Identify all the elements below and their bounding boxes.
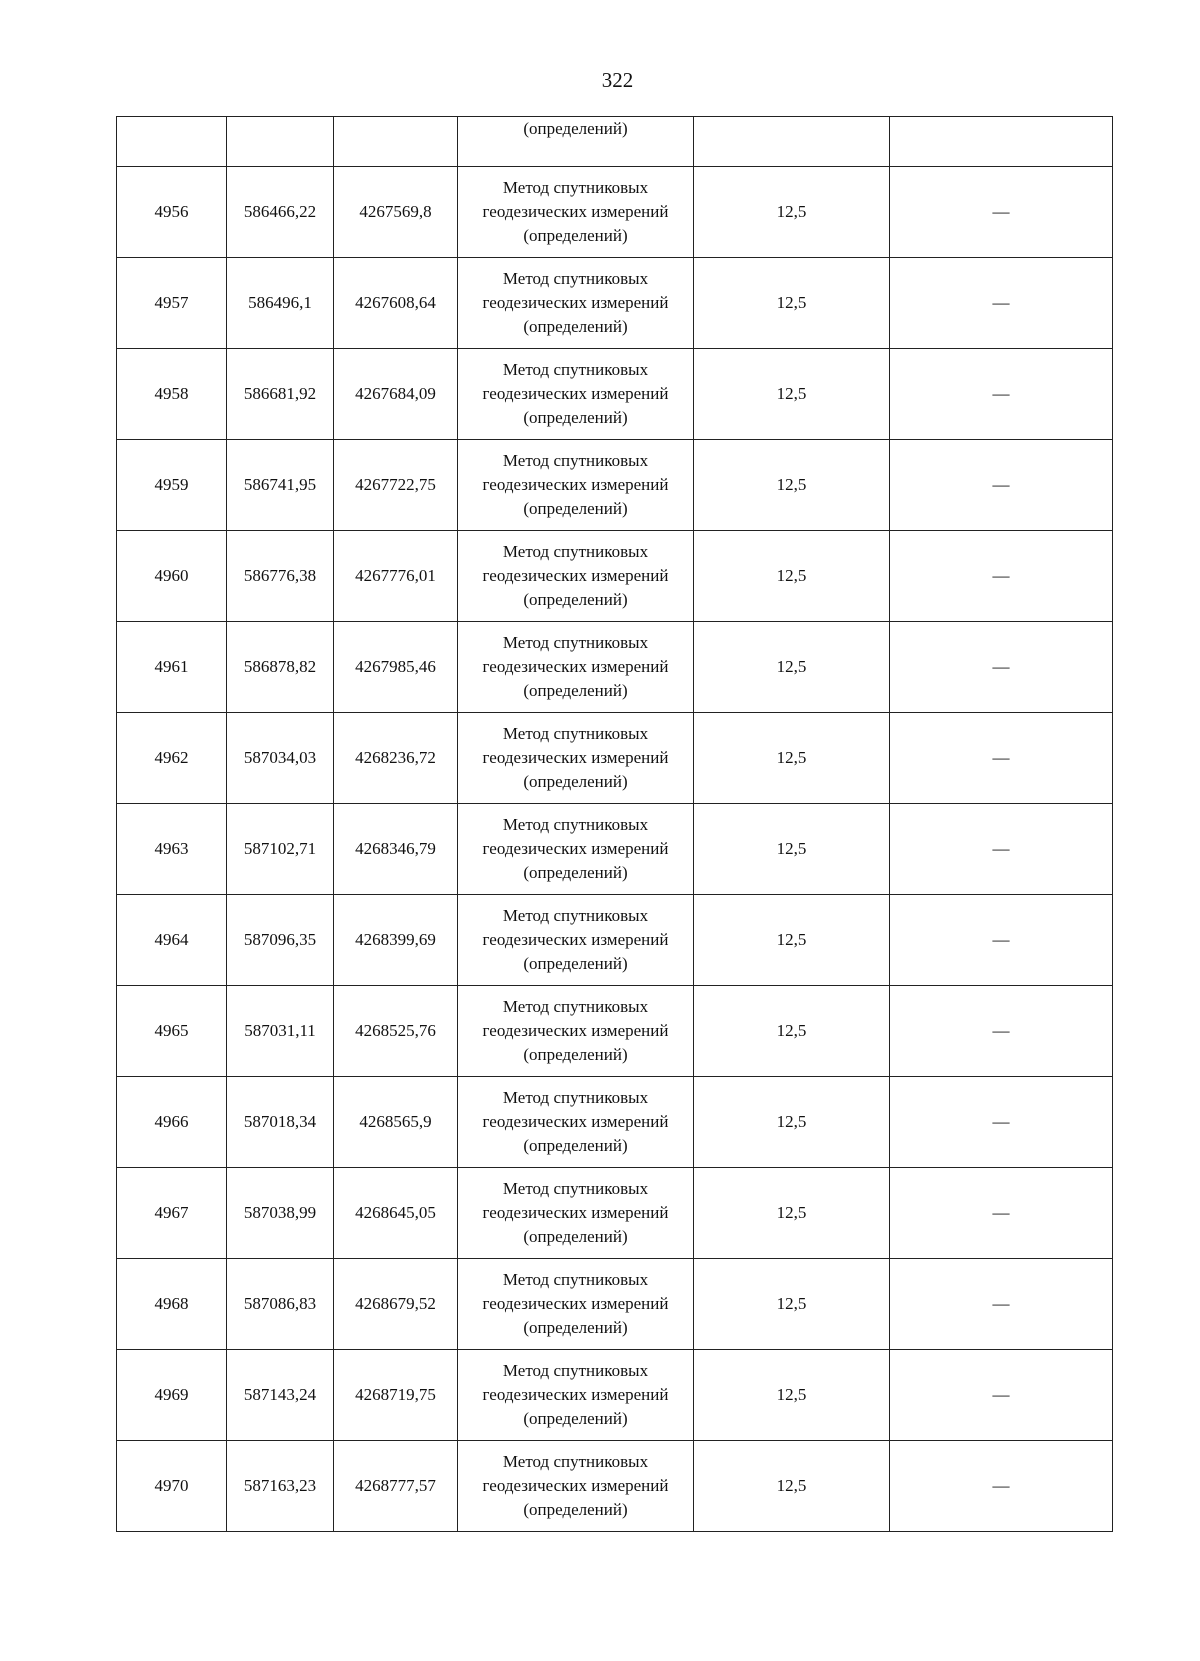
method-line: Метод спутниковых (502, 542, 649, 561)
cell-point: 4960 (117, 531, 227, 622)
cell-point: 4964 (117, 895, 227, 986)
cell-method (458, 1168, 694, 1259)
method-line: Метод спутниковых (502, 997, 649, 1016)
cell-y: 4268399,69 (334, 895, 458, 986)
table-row (117, 1441, 1113, 1532)
method-line: Метод спутниковых (502, 1361, 649, 1380)
cell-x: 587086,83 (227, 1259, 334, 1350)
cell-point: 4957 (117, 258, 227, 349)
cell-x: 587031,11 (227, 986, 334, 1077)
cell-y: 4268645,05 (334, 1168, 458, 1259)
cell-y: 4267684,09 (334, 349, 458, 440)
cell-point: 4970 (117, 1441, 227, 1532)
table-row (117, 167, 1113, 258)
cell-x: 587096,35 (227, 895, 334, 986)
cell-y: 4268525,76 (334, 986, 458, 1077)
table-row (117, 713, 1113, 804)
cell-method (458, 1259, 694, 1350)
cell-accuracy: 12,5 (694, 1077, 890, 1168)
cell-y: 4267776,01 (334, 531, 458, 622)
cell-accuracy: 12,5 (694, 1441, 890, 1532)
method-line: геодезических измерений (482, 839, 669, 858)
method-line: Метод спутниковых (502, 906, 649, 925)
method-line: Метод спутниковых (502, 1452, 649, 1471)
cell-note: — (890, 622, 1113, 713)
cell-note: — (890, 167, 1113, 258)
method-line: геодезических измерений (482, 1021, 669, 1040)
cell-method (458, 440, 694, 531)
cell-y: 4268679,52 (334, 1259, 458, 1350)
cell-point: 4969 (117, 1350, 227, 1441)
cell-y: 4268565,9 (334, 1077, 458, 1168)
cell-method (458, 531, 694, 622)
method-line: (определений) (523, 1045, 628, 1064)
cell-y (334, 117, 458, 167)
table-row (117, 531, 1113, 622)
cell-method (458, 713, 694, 804)
cell-x: 586741,95 (227, 440, 334, 531)
cell-x: 586776,38 (227, 531, 334, 622)
cell-point: 4966 (117, 1077, 227, 1168)
cell-note: — (890, 1259, 1113, 1350)
cell-y: 4268777,57 (334, 1441, 458, 1532)
method-line: Метод спутниковых (502, 1270, 649, 1289)
cell-note: — (890, 258, 1113, 349)
cell-y: 4267569,8 (334, 167, 458, 258)
table-row (117, 1350, 1113, 1441)
method-line: Метод спутниковых (502, 360, 649, 379)
method-line: (определений) (523, 226, 628, 245)
cell-point: 4963 (117, 804, 227, 895)
cell-accuracy: 12,5 (694, 531, 890, 622)
method-line: (определений) (523, 1500, 628, 1519)
cell-accuracy: 12,5 (694, 1168, 890, 1259)
cell-method (458, 258, 694, 349)
cell-accuracy: 12,5 (694, 622, 890, 713)
method-line: геодезических измерений (482, 657, 669, 676)
cell-x: 586878,82 (227, 622, 334, 713)
method-line: Метод спутниковых (502, 1088, 649, 1107)
method-line: геодезических измерений (482, 475, 669, 494)
cell-point: 4959 (117, 440, 227, 531)
cell-method (458, 1441, 694, 1532)
coordinates-table (116, 116, 1113, 1532)
method-line: геодезических измерений (482, 1112, 669, 1131)
cell-method (458, 804, 694, 895)
table-row (117, 804, 1113, 895)
table-row (117, 258, 1113, 349)
method-line: (определений) (523, 1136, 628, 1155)
cell-accuracy: 12,5 (694, 440, 890, 531)
cell-x: 587163,23 (227, 1441, 334, 1532)
cell-note: — (890, 895, 1113, 986)
method-line: Метод спутниковых (502, 451, 649, 470)
cell-x: 587034,03 (227, 713, 334, 804)
cell-method (458, 1350, 694, 1441)
cell-note: — (890, 440, 1113, 531)
method-line: (определений) (523, 590, 628, 609)
cell-method (458, 895, 694, 986)
cell-note: — (890, 1350, 1113, 1441)
cell-accuracy: 12,5 (694, 1350, 890, 1441)
method-line: Метод спутниковых (502, 178, 649, 197)
cell-point: 4956 (117, 167, 227, 258)
cell-point: 4967 (117, 1168, 227, 1259)
cell-accuracy: 12,5 (694, 167, 890, 258)
cell-method (458, 622, 694, 713)
method-line: (определений) (523, 499, 628, 518)
cell-accuracy: 12,5 (694, 895, 890, 986)
method-line: (определений) (523, 772, 628, 791)
cell-y: 4268346,79 (334, 804, 458, 895)
method-line: (определений) (523, 1409, 628, 1428)
cell-accuracy: 12,5 (694, 258, 890, 349)
cell-note: — (890, 713, 1113, 804)
table-body (117, 117, 1113, 1532)
cell-x: 586681,92 (227, 349, 334, 440)
cell-y: 4267608,64 (334, 258, 458, 349)
method-line: геодезических измерений (482, 202, 669, 221)
method-line: Метод спутниковых (502, 815, 649, 834)
cell-note: — (890, 1168, 1113, 1259)
cell-x: 587143,24 (227, 1350, 334, 1441)
continuation-row (117, 117, 1113, 167)
method-line: геодезических измерений (482, 384, 669, 403)
method-line: (определений) (523, 1227, 628, 1246)
cell-x: 586466,22 (227, 167, 334, 258)
cell-note: — (890, 804, 1113, 895)
method-line: (определений) (523, 1318, 628, 1337)
table-row (117, 1259, 1113, 1350)
cell-note: — (890, 1077, 1113, 1168)
method-line: геодезических измерений (482, 566, 669, 585)
cell-point: 4961 (117, 622, 227, 713)
cell-y: 4268236,72 (334, 713, 458, 804)
table-row (117, 349, 1113, 440)
cell-x: 586496,1 (227, 258, 334, 349)
cell-point: 4962 (117, 713, 227, 804)
table-row (117, 622, 1113, 713)
cell-method (458, 986, 694, 1077)
table-row (117, 1077, 1113, 1168)
cell-x: 587038,99 (227, 1168, 334, 1259)
cell-x (227, 117, 334, 167)
cell-point (117, 117, 227, 167)
cell-note: — (890, 531, 1113, 622)
cell-note (890, 117, 1113, 167)
cell-note: — (890, 986, 1113, 1077)
method-line: геодезических измерений (482, 1385, 669, 1404)
method-line: (определений) (523, 954, 628, 973)
method-line: геодезических измерений (482, 1294, 669, 1313)
table-row (117, 895, 1113, 986)
cell-accuracy: 12,5 (694, 986, 890, 1077)
cell-method: (определений) (458, 117, 694, 167)
cell-accuracy: 12,5 (694, 349, 890, 440)
cell-point: 4965 (117, 986, 227, 1077)
method-line: Метод спутниковых (502, 633, 649, 652)
cell-accuracy: 12,5 (694, 713, 890, 804)
cell-y: 4267985,46 (334, 622, 458, 713)
cell-point: 4968 (117, 1259, 227, 1350)
method-line: геодезических измерений (482, 748, 669, 767)
table-row (117, 440, 1113, 531)
cell-note: — (890, 349, 1113, 440)
cell-y: 4268719,75 (334, 1350, 458, 1441)
method-line: геодезических измерений (482, 930, 669, 949)
method-line: Метод спутниковых (502, 269, 649, 288)
method-line: Метод спутниковых (502, 724, 649, 743)
cell-accuracy (694, 117, 890, 167)
method-line: геодезических измерений (482, 1476, 669, 1495)
cell-point: 4958 (117, 349, 227, 440)
method-line: (определений) (523, 317, 628, 336)
cell-x: 587102,71 (227, 804, 334, 895)
cell-y: 4267722,75 (334, 440, 458, 531)
method-line: Метод спутниковых (502, 1179, 649, 1198)
cell-note: — (890, 1441, 1113, 1532)
method-line: (определений) (523, 408, 628, 427)
cell-method (458, 1077, 694, 1168)
method-line: геодезических измерений (482, 1203, 669, 1222)
cell-accuracy: 12,5 (694, 1259, 890, 1350)
cell-x: 587018,34 (227, 1077, 334, 1168)
page-number: 322 (601, 68, 634, 92)
cell-method (458, 167, 694, 258)
table-row (117, 986, 1113, 1077)
method-line: (определений) (523, 863, 628, 882)
table-row (117, 1168, 1113, 1259)
method-line: (определений) (523, 681, 628, 700)
cell-accuracy: 12,5 (694, 804, 890, 895)
method-line: геодезических измерений (482, 293, 669, 312)
cell-method (458, 349, 694, 440)
